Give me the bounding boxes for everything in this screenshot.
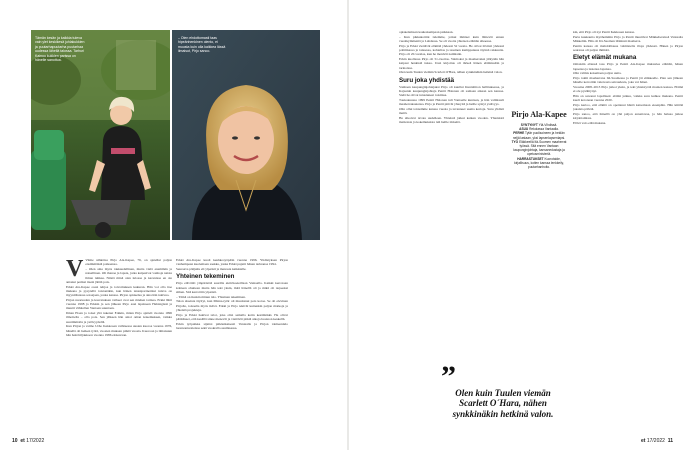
left-col1-p4: Pirjon nuoruuden ja kasvatuksen vaiheet ovat sen miehen tarinaa. Erkki lähti vuonna 1998 ja Erkkin ja sen jälkeen Pirjo asui lapsineen Helsingissä ja muutti vähitellen Vantaan suuntaan. — [66, 297, 172, 311]
left-col2-p2: Seuraava pääjuttu eli ylpeästi ja menosta kaikkialle. — [176, 266, 247, 271]
right-colA2-p2: Toukokuussa 1999 Pentti Halonen tuli Vantaalle kuntaan, ja hän valmisteli maaherrakautensa. Pirjo ja Pentti pitivät yhteyttä ja heille syntyi ystävyys. — [399, 97, 504, 107]
quote-mark: ” — [441, 360, 456, 393]
sidebar-row: SYNTYNYT Ylä-Vihdissä. — [520, 123, 558, 127]
right-colB2-p6: Pirjo kertoo, että elämä on opettanut häntä katsomaan eteenpäin. Hän kiittää jokaista päivää. — [573, 102, 683, 112]
right-page-number: 11 — [667, 438, 673, 444]
left-col2b-p5: Erkin työpaikka sijaitsi pitkäaikaisesti Vantaalla ja Pirjon toimeentulo luonnontuotteissa sekä vuokralla asumisessa. — [176, 321, 288, 330]
left-col2-p1: Erkki Ala-Kapee kuoli keuhkosyöpään vuonna 1996. Yhdistyksen Pirjon vanhempaan kuolemaan saakka, jonka Erkki pujetti hänen tarinansa 1994. — [176, 258, 288, 267]
photo1-caption: Tämän kesän ja kaikkia tuleva vain ylet keskikesä juhlakukkien ja puutarhapuutarha puutarhaa uudessa lähellä talossa. Tarhuri Kainuu kukkien parissa on hänelle sanottua. — [35, 36, 85, 63]
right-colB2-p7: Pirjo sanoo, että hänellä on yhä paljon annettavaa, ja hän haluaa jatkaa kirjoittamista. — [573, 111, 683, 121]
right-colB2-p1: Omaisiin eläessä taas Pirjo ja Pentti Ala-Kapee muistelee elämää, hänen lapsensa ja lastensa lapsissa. — [573, 62, 683, 71]
right-colA-p1: opiskelemaan kaukaisempaan paikkaan. — [399, 30, 454, 34]
left-issue: 17/2022 — [26, 438, 45, 444]
photo2-caption: – Olen ehdottomasti taas hipeänhenkinen olento, ei muusta kuin olla kaikkea lässä ilmaisut, Pirjo sanoo. — [178, 36, 226, 54]
profile-sidebar — [510, 110, 568, 169]
right-colA2-p4: He alkoivat tavata uudelleen. Yhteistä jatkui kaiken vuoden. Yhteisistä matkoista ja kokemuksista tuli heille tärkeitä. — [399, 115, 504, 125]
left-column-2 — [176, 258, 288, 428]
left-col2b-p4: Pirjo ja Erkki hakivat talot, joka olisi samalla kotin kesämökki. He olivat päättäneet, että kesällä sinne menevät ja viettävät pitkiä aikoja luonnon keskellä. — [176, 312, 288, 321]
right-colA2-p3: Olin ollut toisiemme kanssa vuosia ja tavanneet useita kertoja. Suru yhdisti meitä. — [399, 106, 504, 116]
right-colB-p3: Pentin kanssa oli mahdollisuus valmistella iltoja yhdessä. Hänen ja Pirjon seurassa oli paljon ihmisiä. — [573, 43, 683, 52]
heading-suru-joka-yhdistaa: Suru joka yhdistää — [399, 76, 455, 84]
right-column-3 — [573, 30, 683, 428]
right-colB2-p8: Elävä valo elää mukana. — [573, 120, 607, 125]
left-col1-p2: – Olen aina myös rakkaudellinen, mutta vielä enemmän ja naisellinen. Oli ihanaa ja lapsia, jotka kaipasivat vanhoja naisia ilman tuhkaa. Niistä minä olen tulossa ja kasvuissa en ole antanut periksi itseni jättää pois. — [66, 266, 172, 284]
right-colB2-p4: Vuosina 2008–2013 Pirjo jatkoi yksin, ja teki yhteistyötä monien kanssa. Elämä ei ole pysähtynyt. — [573, 84, 683, 94]
photo-woman-portrait-image — [172, 30, 320, 240]
right-colB-p1: kin, että Pirjo oli nyt Pentti Kekkosen kanssa. — [573, 30, 635, 34]
right-folio — [641, 438, 673, 444]
quote-text: Olen kuin Tuulen viemän Scarlett O´Hara, nähen synkkinäkin hetkinä valon. — [452, 388, 554, 419]
right-issue: 17/2022 — [646, 438, 665, 444]
left-col1-p5: Ilman Elsan ja toiset yhä tukenut Erkkin, miten Pirjo ajatteli vuonna 1996 ilmoitella – olla pois. Sen jälkeen hän antoi oman kokemuksen, vaikka suurimmalla ja ystävyydellä. — [66, 311, 172, 324]
sidebar-row: PERHE Tytär puolisoineen ja heidän neljä lastaan, yksi lapsenlapsenlapsi. — [512, 131, 566, 140]
left-folio — [12, 438, 44, 444]
heading-eletyt-elamat-mukana: Eletyt elämät mukana — [573, 54, 637, 62]
right-colA-p5: Olen kuin Tuulen viemän Scarlett O'Hara, nähen synkkinäkin hetkinä valon. — [399, 70, 503, 75]
right-colA2-p1: Vanhaan kaupunginjohtajaksi Pirjo oli kuullut Kuntaliiton hallituksessa, ja Kajaanin kaupunginjohtaja Pentti Halonen oli samaan aikaan sen kanssa. Sielä he olivat tutustuneet toisiinsa. — [399, 84, 504, 98]
left-col2b-p1: Pirjo elävöitti ympäristöä suurilla aktiviteeteillaan Vantaalla. Kaikki kerrotaan kohteen ohutteen mutta hän teki yksin, mitä hänellä oli ja mikä oli tarpeeksi siihen. Sitä kerrottiin ylpeästi. — [176, 281, 288, 294]
right-colB2-p5: Hän on sanonut lapsilleen: elämä jatkuu, vaikka suru kulkee mukana. Pentti kuoli kotonaan vuonna 2020. — [573, 93, 683, 103]
sidebar-row: ASUU Rekolassa Vantaalla. — [519, 127, 559, 132]
left-mag-name: et — [20, 438, 25, 444]
heading-yhteinen-tekeminen: Yhteinen tekeminen — [176, 273, 235, 281]
left-col1-p1: Viime sähköisa Pirjo Ala-Kapee, 76, on ajatellut paljon ensimmäistä poikaansa. — [85, 258, 172, 267]
right-colA-p3: Pirjo ja Erkki viettävät elämää yhdessä 52 vuotta. He olivat tiiviisti yhdessä politiikassa ja taiteessa, kohtelias ja tasainen kumppanuus täynnä rakkautta. Pirjo oli 20-vuotias, kun he menivät naimisiin. — [399, 43, 504, 57]
sidebar-row: TYÖ Eläkkeellä Itä-Suomen maaherrat työssä. Sitä ennen Vantaan kaupunginjohtaja, kansanedustaja ja opetusministeriä. — [511, 139, 567, 157]
right-colB2-p2: Olin valmis kokemaan paljon uutta. — [573, 71, 622, 76]
left-col2b-p2: – Tämä on ikuisin minun talo. Yhteinen tekeminen. — [176, 294, 246, 299]
left-col1-p6: Kun Pirjon ja vaimo Urho Kekkosen vaihtuessa uusien kuoroa vuonna 1976, hänellä oli hetken työtä, vuosien mukaan pitkiä vuosia. Kuoroon ja ilmaisuun hän haki hiljakkoon vuonna 1986 elokuvaan. — [66, 324, 172, 337]
right-mag-name: et — [641, 438, 646, 444]
left-column-1 — [66, 258, 172, 428]
right-colB2-p3: Pirjo toimi maaherrana Itä-Suomessa ja Pentti jäi eläkkeelle. Pian sen jälkeen hänelle kerrottiin vakavasta sairaudesta, joka vei hänet. — [573, 75, 683, 85]
photo-woman-portrait — [172, 30, 320, 240]
sidebar-title: Pirjo Ala-Kapee — [511, 110, 567, 119]
pull-quote — [441, 360, 565, 419]
right-page — [349, 0, 696, 450]
left-col1-p3: Erkki Ala-Kapee osasi tehjoa ja toivomuksen kukuran. Hän voi olla itse mukana ja pysytellä toistonäkin, kun hänen tanssipartneriksi tuleva on myyntilistassa sotaajaan, jonka kanssa. Pirjon opiskelua ja aina hän tukivuo. — [66, 284, 172, 298]
sidebar-row: HARRASTUKSET Kuorotaide, kirjallisuus, kotien kanssa lenkkeily, puutarhanhoito. — [514, 156, 564, 170]
left-col2b-p3: Talon alueista täyttyi, kun Minna-tytär oli muuttanut pois kotoa. Se oli elevinen Pirjolle, toisaalta myös ikävä. Erkki ja Pirjo tekivät kuitenkin paljon matkoja ja yhteisiä projekteja. — [176, 299, 288, 312]
drop-cap: V — [66, 258, 84, 282]
photo-woman-garden — [31, 30, 170, 240]
left-page-number: 10 — [12, 438, 18, 444]
right-colA-p2: – Kun pikkukotiini tulemme, jotkut ihmiset kuin lähtevät ennen vuosikymmeniä ja Lahdessa. Se oli vuotta yhteisen elämän alkaessa. — [399, 34, 504, 43]
right-colB-p2: Paria kuukautta myöhemmin Pirjo ja Pentti muuttivat Mäkkebersissä Vantaalta Mikkeliin. Hän oli Itä-Suomen lääninsä maaherra. — [573, 34, 683, 43]
right-colA-p4: Erkin kuollessa Pirjo oli 51-vuotias. Vaimoksi ja maaherraksi jäätyään hän kaipasi henkistä tukea. Uusi kirjoitus oli tärkeä hänen elämässään ja tarinoissa. — [399, 56, 504, 70]
left-page — [0, 0, 347, 450]
